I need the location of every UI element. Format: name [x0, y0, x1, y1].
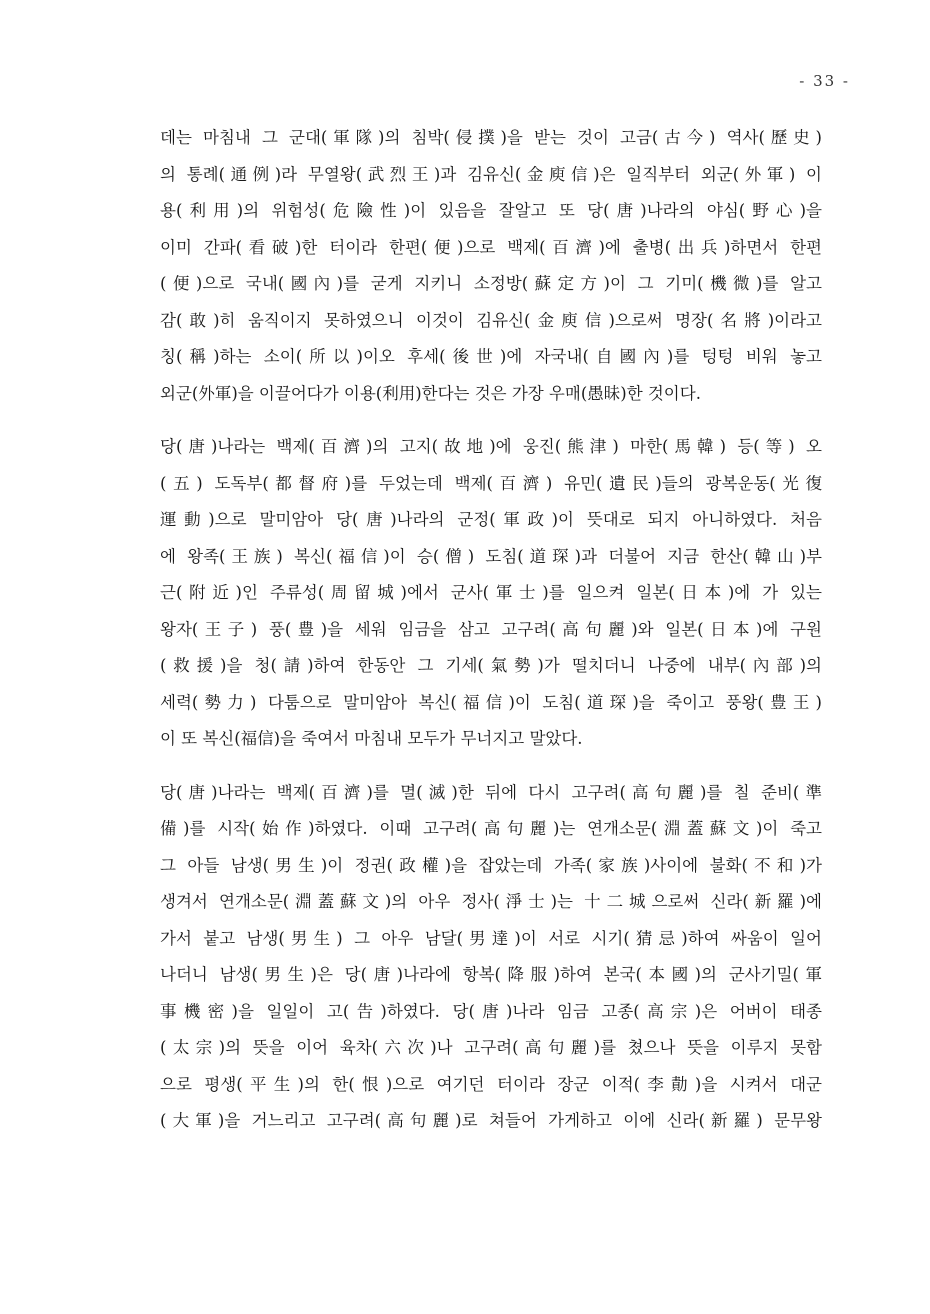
text-line: 이미 간파(看破)한 터이라 한편(便)으로 백제(百濟)에 출병(出兵)하면서 한편 [160, 237, 822, 257]
text-line: 運動)으로 말미암아 당(唐)나라의 군정(軍政)이 뜻대로 되지 아니하였다. 처음 [160, 510, 822, 529]
text-line: (五) 도독부(都督府)를 두었는데 백제(百濟) 유민(遺民)들의 광복운동(光復 [160, 473, 822, 493]
text-line: 용(利用)의 위험성(危險性)이 있음을 잘알고 또 당(唐)나라의 야심(野心)을 [160, 201, 822, 220]
text-line: 칭(稱)하는 소이(所以)이오 후세(後世)에 자국내(自國內)를 텅텅 비워 놓고 [160, 347, 822, 366]
text-line: 의 통례(通例)라 무열왕(武烈王)과 김유신(金庾信)은 일직부터 외군(外軍) 이 [160, 164, 822, 184]
text-line: 외군(外軍)을 이끌어다가 이용(利用)한다는 것은 가장 우매(愚昧)한 것이다. [160, 383, 701, 403]
text-line: 에 왕족(王族) 복신(福信)이 승(僧) 도침(道琛)과 더불어 지금 한산(韓山)부 [160, 546, 822, 566]
text-line: 備)를 시작(始作)하였다. 이때 고구려(高句麗)는 연개소문(淵蓋蘇文)이 죽고 [160, 819, 822, 838]
text-line: 나더니 남생(男生)은 당(唐)나라에 항복(降服)하여 본국(本國)의 군사기밀(軍 [160, 965, 822, 984]
text-line: 그 아들 남생(男生)이 정권(政權)을 잡았는데 가족(家族)사이에 불화(不和)가 [160, 855, 822, 875]
text-line: 당(唐)나라는 백제(百濟)를 멸(滅)한 뒤에 다시 고구려(高句麗)를 칠 준비(準 [160, 782, 822, 802]
text-line: 으로 평생(平生)의 한(恨)으로 여기던 터이라 장군 이적(李勣)을 시켜서 대군 [160, 1074, 822, 1094]
text-line: 왕자(王子) 풍(豊)을 세워 임금을 삼고 고구려(高句麗)와 일본(日本)에 구원 [160, 619, 822, 639]
document-body [160, 120, 822, 1140]
text-line: (救援)을 청(請)하여 한동안 그 기세(氣勢)가 떨치더니 나중에 내부(內部)의 [160, 656, 822, 675]
paragraph-2 [160, 429, 822, 758]
text-line: 데는 마침내 그 군대(軍隊)의 침박(侵撲)을 받는 것이 고금(古今) 역사(歷史) [160, 128, 822, 147]
text-line: 감(敢)히 움직이지 못하였으니 이것이 김유신(金庾信)으로써 명장(名將)이라고 [160, 310, 822, 330]
text-line: 이 또 복신(福信)을 죽여서 마침내 모두가 무너지고 말았다. [160, 729, 583, 748]
text-line: 가서 붙고 남생(男生) 그 아우 남달(男達)이 서로 시기(猜忌)하여 싸움이 일어 [160, 928, 822, 948]
text-line: (便)으로 국내(國內)를 굳게 지키니 소정방(蘇定方)이 그 기미(機微)를 알고 [160, 274, 822, 293]
page-number: - 33 - [799, 72, 850, 90]
text-line: 생겨서 연개소문(淵蓋蘇文)의 아우 정사(淨士)는 十二城으로써 신라(新羅)에 [160, 892, 822, 911]
text-line: 事機密)을 일일이 고(告)하였다. 당(唐)나라 임금 고종(高宗)은 어버이 태종 [160, 1001, 822, 1021]
text-line: (太宗)의 뜻을 이어 육차(六次)나 고구려(高句麗)를 쳤으나 뜻을 이루지 못함 [160, 1038, 822, 1057]
text-line: (大軍)을 거느리고 고구려(高句麗)로 쳐들어 가게하고 이에 신라(新羅) 문무왕 [160, 1111, 822, 1130]
paragraph-3 [160, 775, 822, 1140]
text-line: 근(附近)인 주류성(周留城)에서 군사(軍士)를 일으켜 일본(日本)에 가 있는 [160, 583, 822, 602]
paragraph-1 [160, 120, 822, 412]
text-line: 당(唐)나라는 백제(百濟)의 고지(故地)에 웅진(熊津) 마한(馬韓) 등(等) 오 [160, 437, 822, 456]
text-line: 세력(勢力) 다툼으로 말미암아 복신(福信)이 도침(道琛)을 죽이고 풍왕(豊王) [160, 692, 822, 712]
